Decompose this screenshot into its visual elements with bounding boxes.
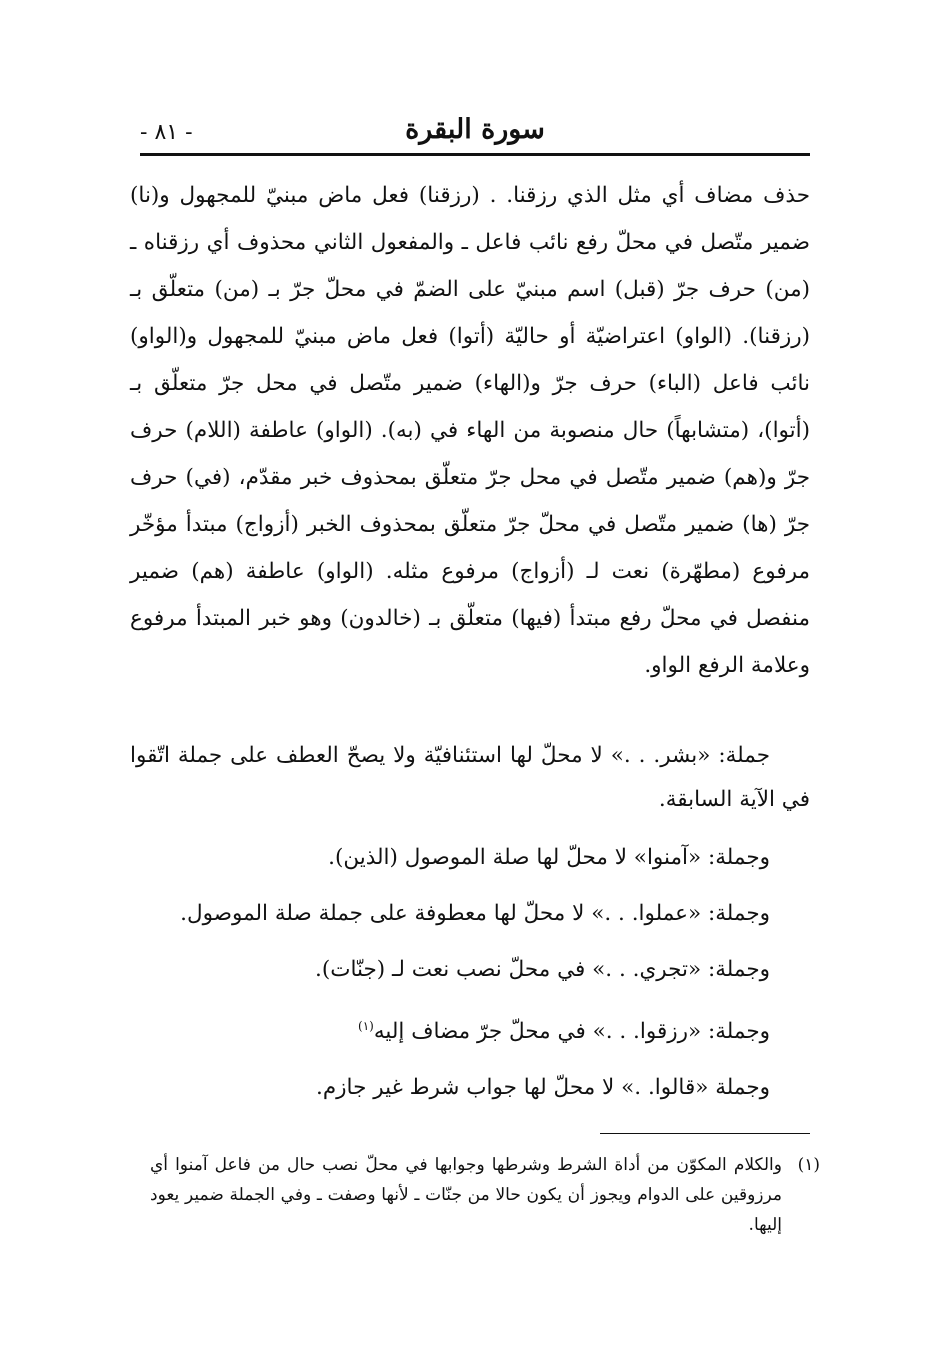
surah-title: سورة البقرة bbox=[405, 114, 545, 145]
page-header bbox=[140, 112, 810, 152]
jumla-list bbox=[130, 830, 810, 1116]
footnote-reference[interactable]: (١) bbox=[358, 1019, 374, 1033]
footnote-text: والكلام المكوّن من أداة الشرط وشرطها وجوابها في محلّ نصب حال من فاعل آمنوا أي مرزوقين على الدوام ويجوز أن يكون حالا من جنّات ـ لأنها وصفت ـ وفي الجملة ضمير يعود إليها. bbox=[150, 1155, 782, 1235]
jumla-item: وجملة: «آمنوا» لا محلّ لها صلة الموصول (الذين). bbox=[328, 845, 770, 870]
analysis-paragraph: حذف مضاف أي مثل الذي رزقنا. . (رزقنا) فعل ماض مبنيّ للمجهول و(نا) ضمير متّصل في محلّ رفع نائب فاعل ـ والمفعول الثاني محذوف أي رزقناه ـ (من) حرف جرّ (قبل) اسم مبنيّ على الضمّ في محلّ جرّ بـ (من) متعلّق بـ (رزقنا). (الواو) اعتراضيّة أو حاليّة (أتوا) فعل ماض مبنيّ للمجهول و(الواو) نائب فاعل (الباء) حرف جرّ و(الهاء) ضمير متّصل في محل جرّ متعلّق بـ (أتوا)، (متشابهاً) حال منصوبة من الهاء في (به). (الواو) عاطفة (اللام) حرف جرّ و(هم) ضمير متّصل في محل جرّ متعلّق بمحذوف خبر مقدّم، (في) حرف جرّ (ها) ضمير متّصل في محلّ جرّ متعلّق بمحذوف الخبر (أزواج) مبتدأ مؤخّر مرفوع (مطهّرة) نعت لـ (أزواج) مرفوع مثله. (الواو) عاطفة (هم) ضمير منفصل في محلّ رفع مبتدأ (فيها) متعلّق بـ (خالدون) وهو خبر المبتدأ مرفوع وعلامة الرفع الواو. bbox=[130, 183, 810, 678]
jumla-item: وجملة «قالوا. .» لا محلّ لها جواب شرط غير جازم. bbox=[316, 1075, 770, 1101]
footnote-marker: (١) bbox=[797, 1155, 820, 1175]
footnote-divider bbox=[600, 1133, 810, 1134]
jumla-item-with-footnote bbox=[130, 998, 810, 1060]
jumla-item: وجملة: «عملوا. . .» لا محلّ لها معطوفة على جملة صلة الموصول. bbox=[180, 901, 770, 926]
jumla-intro-text: جملة: «بشر. . .» لا محلّ لها استئنافيّة ولا يصحّ العطف على جملة اتّقوا في الآية السابقة. bbox=[130, 743, 810, 812]
jumla-intro bbox=[130, 734, 810, 822]
footnote bbox=[150, 1150, 820, 1240]
jumla-item: وجملة: «رزقوا. . .» في محلّ جرّ مضاف إليه bbox=[373, 1019, 770, 1045]
grammar-analysis bbox=[130, 172, 810, 689]
header-divider bbox=[140, 153, 810, 156]
page-number: - ٨١ - bbox=[140, 120, 193, 145]
jumla-item: وجملة: «تجري. . .» في محلّ نصب نعت لـ (جنّات). bbox=[315, 957, 770, 982]
